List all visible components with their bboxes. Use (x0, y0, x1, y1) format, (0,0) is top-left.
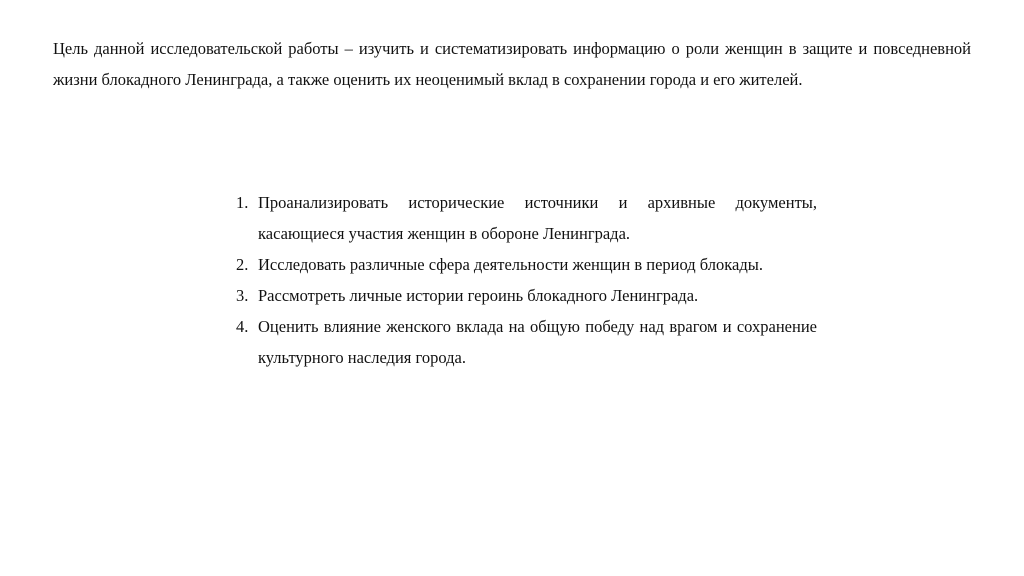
intro-paragraph: Цель данной исследовательской работы – изучить и систематизировать информацию о роли женщин в защите и повседневной жизни блокадного Ленинграда, а также оценить их неоценимый вклад в сохранении города и его жителей. (53, 39, 971, 89)
list-item-number: 2. (236, 255, 249, 274)
list-item-text: Проанализировать исторические источники и архивные документы, касающиеся участия женщин в обороне Ленинграда. (258, 193, 817, 243)
list-item-text: Исследовать различные сфера деятельности женщин в период блокады. (258, 255, 763, 274)
list-item (236, 280, 817, 311)
list-item-number: 4. (236, 317, 249, 336)
list-item (236, 249, 817, 280)
list-item (236, 311, 817, 373)
list-item-text: Оценить влияние женского вклада на общую победу над врагом и сохранение культурного наследия города. (258, 317, 817, 367)
list-item-text: Рассмотреть личные истории героинь блокадного Ленинграда. (258, 286, 699, 305)
list-item (236, 187, 817, 249)
list-item-number: 1. (236, 193, 249, 212)
tasks-list (236, 187, 817, 373)
list-item-number: 3. (236, 286, 249, 305)
